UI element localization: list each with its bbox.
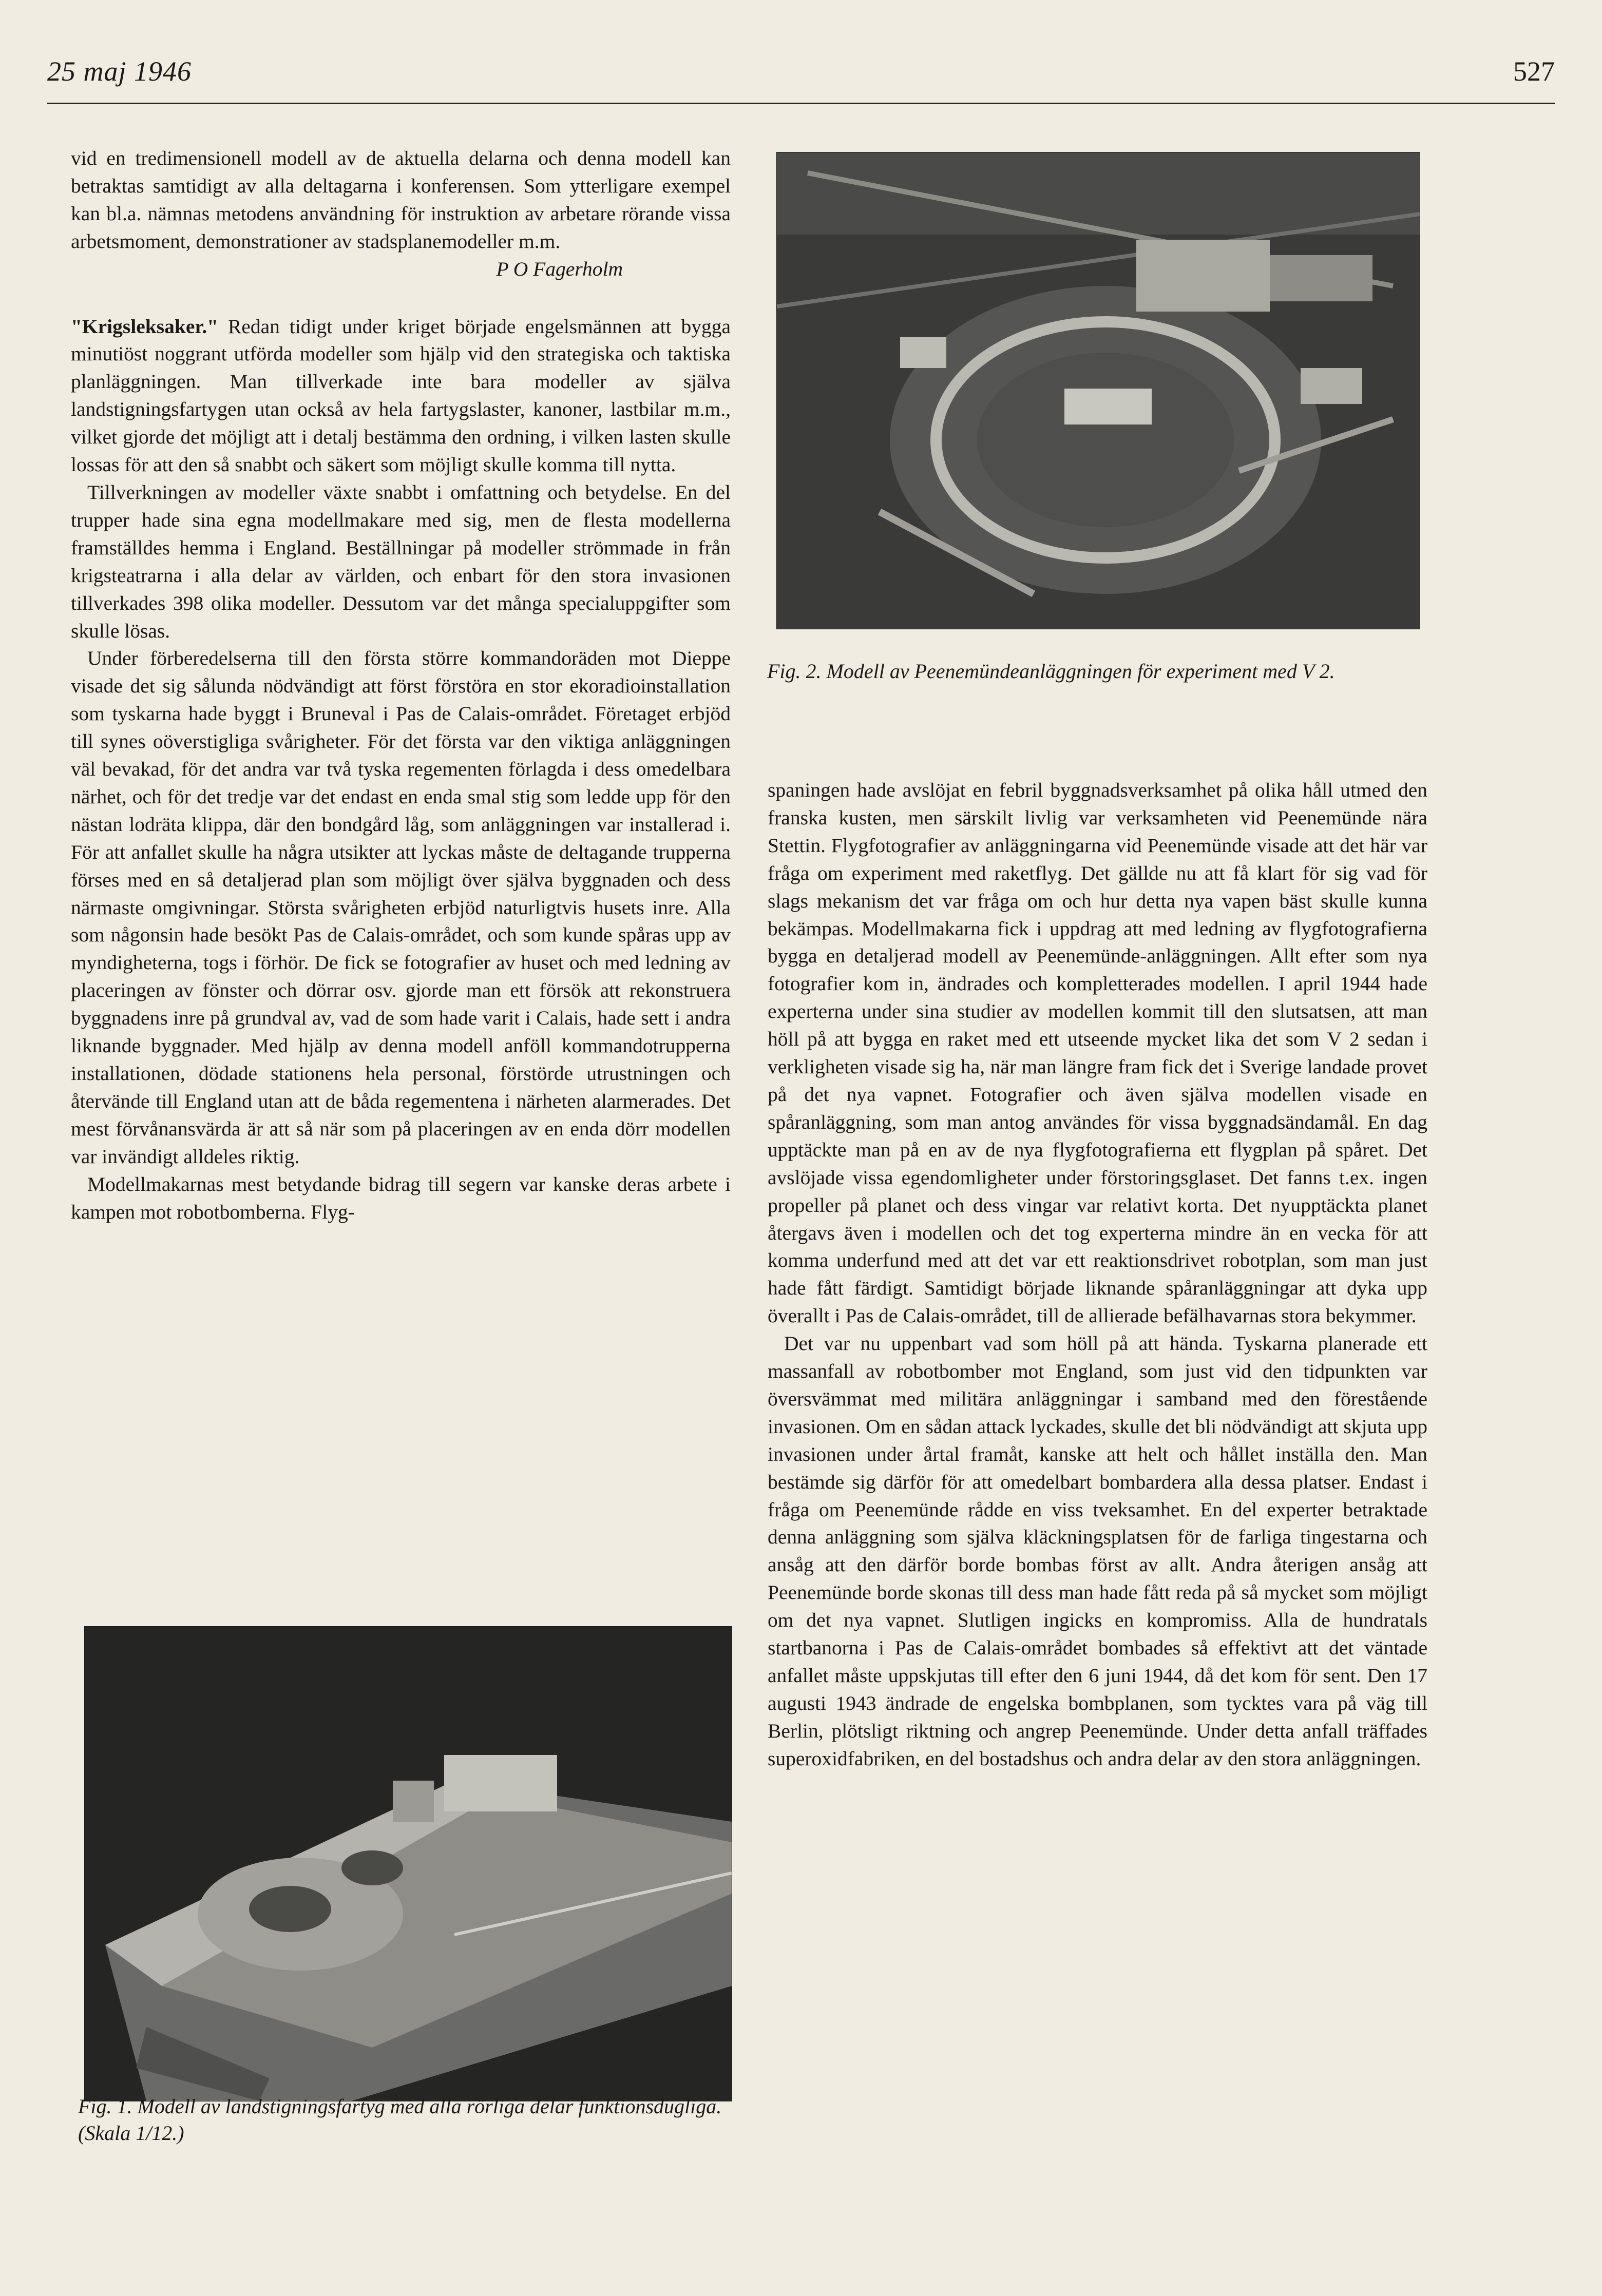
figure-2-photo [776,152,1420,629]
paragraph: Det var nu uppenbart vad som höll på att hända. Tyskarna planerade ett massanfall av robotbomber mot England, som just vid den tidpunkten var översvämmat med militära anläggningar i samband med den förestående invasionen. Om en sådan attack lyckades, skulle det bli nödvändigt att skjuta upp invasionen under årtal framåt, kanske att helt och hållet inställa den. Man bestämde sig därför för att omedelbart bombardera alla dessa platser. Endast i fråga om Peenemünde rådde en viss tveksamhet. En del experter betraktade denna anläggning som själva kläckningsplatsen för de farliga tingestarna och ansåg att den därför borde bombas först av allt. Andra återigen ansåg att Peenemünde borde skonas till dess man hade fått reda på så mycket som möjligt om det nya vapnet. Slutligen ingicks en kompromiss. Alla de hundratals startbanorna i Pas de Calais-området bombades så effektivt att det väntade anfallet måste uppskjutas till efter den 6 juni 1944, då det kom för sent. Den 17 augusti 1943 ändrade de engelska bombplanen, som tycktes vara på väg till Berlin, plötsligt riktning och angrep Peenemünde. Under detta anfall träffades superoxidfabriken, en del bostadshus och andra delar av den stora anläggningen. [768,1332,1427,1770]
paragraph: Tillverkningen av modeller växte snabbt i omfattning och betydelse. En del trupper hade sina egna modellmakare med sig, men de flesta modellerna framställdes hemma i England. Beställningar på modeller strömmade in från krigsteatrarna i alla delar av världen, och enbart för den stora invasionen tillverkades 398 olika modeller. Dessutom var det många specialuppgifter som skulle lösas. [71,480,731,642]
figure-1-photo [84,1626,732,2101]
paragraph: spaningen hade avslöjat en febril byggnadsverksamhet på olika håll utmed den franska kusten, men särskilt livlig var verksamheten vid Peenemünde nära Stettin. Flygfotografier av anläggningarna vid Peenemünde visade att det här var fråga om experiment med raketflyg. Det gällde nu att få klart för sig vad för slags mekanism det var fråga om och hur detta nya vapen bäst skulle kunna bekämpas. Modellmakarna fick i uppdrag att med ledning av flygfotografierna bygga en detaljerad modell av Peenemünde-anläggningen. Allt efter som nya fotografier kom in, ändrades och kompletterades modellen. I april 1944 hade experterna under sina studier av modellen kommit till den slutsatsen, att man höll på att bygga en raket med ett utseende mycket lika det som V 2 sedan i verkligheten visade sig ha, när man längre fram fick det i Sverige landade provet på det nya vapnet. Fotografier och även själva modellen visade en spåranläggning, som man antog användes för vissa byggnadsändamål. En dag upptäckte man på en av de nya flygfotografierna ett flygplan på spåret. Det avslöjade vissa egendomligheter under förstoringsglaset. Det fanns t.ex. ingen propeller på planet och dess vingar var relativt korta. Det nyupptäckta planet återgavs även i modellen och det tog experterna mindre än en vecka för att komma underfund med att det var ett reaktionsdrivet robotplan, som man just hade fått färdigt. Samtidigt började liknande spåranläggningar att dyka upp överallt i Pas de Calais-området, till de allierade befälhavarnas stora bekymmer. [768,779,1427,1327]
page-header [47,55,1555,97]
section-heading: "Krigsleksaker." [71,315,219,338]
paragraph: vid en tredimensionell modell av de aktuella delarna och denna modell kan betraktas samtidigt av alla deltagarna i konferensen. Som ytterligare exempel kan bl.a. nämnas metodens användning för instruktion av arbetare rörande vissa arbetsmoment, demonstrationer av stadsplanemodeller m.m. [71,147,731,253]
paragraph: Under förberedelserna till den första större kommandoräden mot Dieppe visade det sig sålunda nödvändigt att först förstöra en stor ekoradioinstallation som tyskarna hade byggt i Bruneval i Pas de Calais-området. Företaget erbjöd till synes oöverstigliga svårigheter. För det första var den viktiga anläggningen väl bevakad, för det andra var två tyska regementen förlagda i dess omedelbara närhet, och för det tredje var det endast en enda smal stig som ledde upp för den nästan lodräta klippa, där den bondgård låg, som anläggningen var installerad i. För att anfallet skulle ha några utsikter att lyckas måste de deltagande trupperna förses med en så detaljerad plan som möjligt över själva byggnaden och dess närmaste omgivningar. Största svårigheten erbjöd naturligtvis husets inre. Alla som någonsin hade besökt Pas de Calais-området, och som kunde spåras upp av myndigheterna, togs i förhör. De fick se fotografier av huset och med ledning av placeringen av fönster och dörrar osv. gjorde man ett försök att rekonstruera byggnadens inre på grundval av, vad de som hade varit i Calais, hade sett i andra liknande byggnader. Med hjälp av denna modell anföll kommandotrupperna installationen, dödade stationens hela personal, förstörde utrustningen och återvände till England utan att de båda regementena i närheten alarmerades. Det mest förvånansvärda är att så när som på placeringen av en enda dörr modellen var invändigt alldeles riktig. [71,647,731,1168]
paragraph [71,313,731,479]
right-column [768,777,1427,1773]
header-rule [47,103,1555,104]
author-signature: P O Fagerholm [496,257,623,280]
peenemunde-model-image [777,152,1420,629]
paragraph: Modellmakarnas mest betydande bidrag till segern var kanske deras arbete i kampen mot robotbomberna. Flyg- [71,1172,731,1223]
left-column [71,145,731,1226]
figure-1-caption: Fig. 1. Modell av landstigningsfartyg med alla rörliga delar funktionsdugliga. (Skala 1/12.) [78,2095,722,2145]
landing-craft-model-image [85,1627,732,2101]
paragraph-text: Redan tidigt under kriget började engelsmännen att bygga minutiöst noggrant utförda modeller som hjälp vid den strategiska och taktiska planläggningen. Man tillverkade inte bara modeller av själva landstigningsfartygen utan också av hela fartygslaster, kanoner, lastbilar m.m., vilket gjorde det möjligt att i detalj bestämma den ordning, i vilken lasten skulle lossas för att den så snabbt och säkert som möjligt skulle komma till nytta. [71,315,731,476]
figure-2-caption: Fig. 2. Modell av Peenemündeanläggningen för experiment med V 2. [767,660,1335,683]
issue-date: 25 maj 1946 [47,56,192,87]
page-number: 527 [1513,56,1555,87]
